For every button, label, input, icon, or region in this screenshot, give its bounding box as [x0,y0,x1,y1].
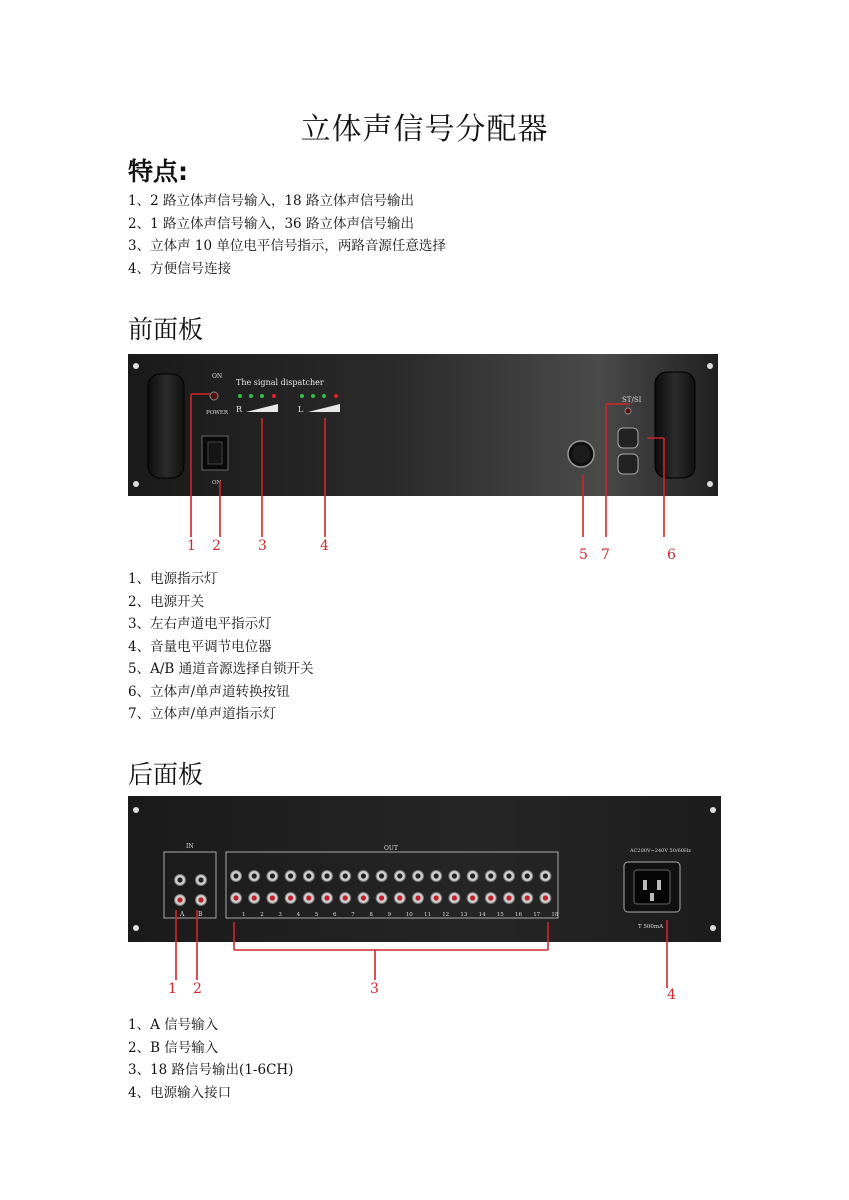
rca-jack-center [270,873,275,878]
rca-jack-center [177,897,182,902]
rear-panel-item: 1、A 信号输入 [128,1017,219,1033]
callout-number: 2 [212,538,221,554]
rear-panel-item: 2、B 信号输入 [128,1039,219,1056]
rca-jack-center [343,873,348,878]
channel-number: 3 [278,912,282,918]
front-panel-item: 3、左右声道电平指示灯 [128,616,272,632]
callout-number: 5 [579,547,588,563]
channel-number: 17 [533,912,541,918]
rca-jack-center [397,873,402,878]
rca-jack-center [470,895,475,900]
label-l: L [298,405,304,414]
rear-panel-list [128,1014,293,1104]
rca-jack-center [470,873,475,878]
brand-text: The signal dispatcher [236,378,324,387]
rca-jack-center [379,873,384,878]
front-callout-numbers [0,538,849,563]
rca-jack-center [452,895,457,900]
rca-jack-center [525,895,530,900]
label-r: R [236,405,243,414]
features-item: 4、方便信号连接 [128,260,232,277]
power-spec: AC200V~240V 50/60Hz [630,848,691,854]
rca-jack-center [397,895,402,900]
channel-number: 18 [551,912,559,918]
channel-number: 4 [296,912,301,918]
channel-number: 8 [369,912,373,918]
features-item: 2、1 路立体声信号输入，36 路立体声信号输出 [128,215,414,232]
rca-jack-center [177,877,182,882]
rca-jack-center [324,873,329,878]
channel-number: 10 [405,912,413,918]
rca-jack-center [306,873,311,878]
channel-number: 2 [260,912,264,918]
rca-jack-center [379,895,384,900]
label-out: OUT [384,845,398,852]
channel-number: 11 [424,912,431,918]
rca-jack-center [525,873,530,878]
callout-number: 6 [667,547,676,563]
front-panel-list [128,568,314,726]
label-on-bottom: ON [212,480,222,486]
label-in: IN [186,843,194,850]
callout-number: 4 [667,987,676,1003]
front-panel-item: 5、A/B 通道音源选择自锁开关 [128,661,314,677]
rca-jack-center [233,895,238,900]
rca-jack-center [488,873,493,878]
rca-jack-center [506,873,511,878]
rca-jack-center [434,895,439,900]
rca-jack-center [434,873,439,878]
rear-panel-item: 4、电源输入接口 [128,1084,232,1101]
channel-number: 16 [515,912,522,918]
rca-jack-center [233,873,238,878]
channel-number: 5 [314,912,319,918]
channel-number: 13 [460,912,468,918]
rca-jack-center [198,877,203,882]
rca-jack-center [324,895,329,900]
rca-jack-center [252,895,257,900]
callout-number: 1 [168,981,177,997]
rca-jack-center [488,895,493,900]
rca-jack-center [270,895,275,900]
label-on-top: ON [212,373,223,380]
document-title: 立体声信号分配器 [300,112,549,147]
label-b: B [198,911,203,918]
features-list [128,190,446,280]
rca-jack-center [543,895,548,900]
front-panel-item: 1、电源指示灯 [128,571,218,587]
callout-number: 1 [187,538,196,554]
rca-jack-center [452,873,457,878]
rca-jack-center [288,873,293,878]
front-panel-item: 7、立体声/单声道指示灯 [128,706,277,722]
label-stsi: ST/SI [622,396,642,404]
channel-number: 6 [333,912,337,918]
channel-number: 12 [442,912,450,918]
rca-jack-center [506,895,511,900]
features-item: 3、立体声 10 单位电平信号指示，两路音源任意选择 [128,238,446,254]
features-item: 1、2 路立体声信号输入，18 路立体声信号输出 [128,193,414,209]
callout-number: 2 [193,981,202,997]
callout-number: 7 [601,547,610,563]
callout-number: 3 [258,538,267,554]
channel-number: 7 [351,912,355,918]
rear-panel-item: 3、18 路信号输出(1-6CH) [128,1062,294,1078]
rca-jack-center [361,895,366,900]
channel-number: 1 [242,912,246,918]
label-power: POWER [206,410,229,416]
rca-jack-center [198,897,203,902]
rear-panel-heading: 后面板 [128,760,204,789]
rca-jack-center [415,895,420,900]
rca-jack-center [252,873,257,878]
front-panel-item: 6、立体声/单声道转换按钮 [128,683,290,700]
features-heading: 特点: [128,157,188,186]
channel-number: 15 [496,912,504,918]
channel-number: 9 [387,912,392,918]
rca-jack-center [543,873,548,878]
front-panel-heading: 前面板 [128,315,204,344]
rca-jack-center [343,895,348,900]
rca-jack-center [288,895,293,900]
rca-jack-center [415,873,420,878]
callout-number: 4 [320,538,329,554]
front-panel-item: 2、电源开关 [128,593,205,610]
fuse-spec: T 500mA [638,924,664,930]
label-a: A [180,911,185,918]
front-panel-item: 4、音量电平调节电位器 [128,638,272,655]
callout-number: 3 [370,981,379,997]
rca-jack-center [306,895,311,900]
channel-number: 14 [478,912,486,918]
rca-jack-center [361,873,366,878]
rear-callout-numbers [0,981,849,1005]
